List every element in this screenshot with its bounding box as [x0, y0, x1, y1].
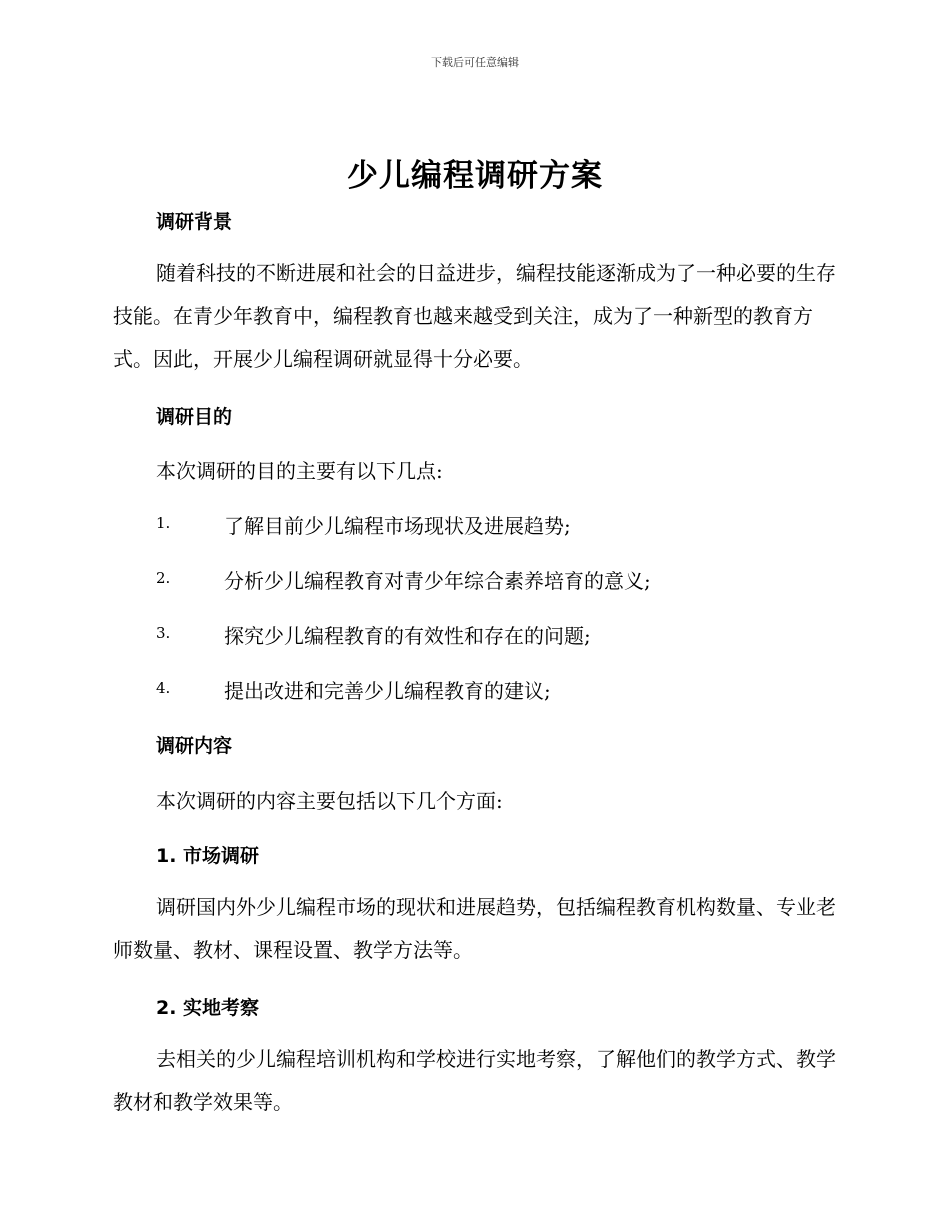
section-heading-content: 调研内容 [156, 735, 233, 757]
purpose-item-number: 3. [156, 624, 171, 642]
background-paragraph: 随着科技的不断进展和社会的日益进步，编程技能逐渐成为了一种必要的生存技能。在青少年教育中，编程教育也越来越受到关注，成为了一种新型的教育方式。因此，开展少儿编程调研就显得十分必要。 [113, 261, 836, 371]
purpose-item-text: 了解目前少儿编程市场现状及进展趋势; [224, 514, 571, 538]
subsection-heading-market: 1. 市场调研 [156, 845, 260, 867]
purpose-item-text: 提出改进和完善少儿编程教育的建议; [224, 679, 551, 703]
purpose-item-number: 1. [156, 514, 171, 532]
purpose-item-text: 分析少儿编程教育对青少年综合素养培育的意义; [224, 569, 651, 593]
market-paragraph: 调研国内外少儿编程市场的现状和进展趋势，包括编程教育机构数量、专业老师数量、教材、课程设置、教学方法等。 [113, 895, 836, 962]
section-heading-purpose: 调研目的 [156, 406, 233, 428]
purpose-item-text: 探究少儿编程教育的有效性和存在的问题; [224, 624, 591, 648]
header-note: 下载后可任意编辑 [431, 56, 519, 69]
subsection-heading-field-visit: 2. 实地考察 [156, 997, 260, 1019]
field-visit-paragraph: 去相关的少儿编程培训机构和学校进行实地考察，了解他们的教学方式、教学教材和教学效果等。 [113, 1047, 836, 1114]
purpose-item-number: 4. [156, 679, 171, 697]
purpose-item-number: 2. [156, 569, 171, 587]
document-title: 少儿编程调研方案 [347, 158, 603, 194]
section-heading-background: 调研背景 [156, 211, 233, 233]
purpose-intro: 本次调研的目的主要有以下几点: [156, 459, 443, 483]
content-intro: 本次调研的内容主要包括以下几个方面: [156, 789, 503, 813]
